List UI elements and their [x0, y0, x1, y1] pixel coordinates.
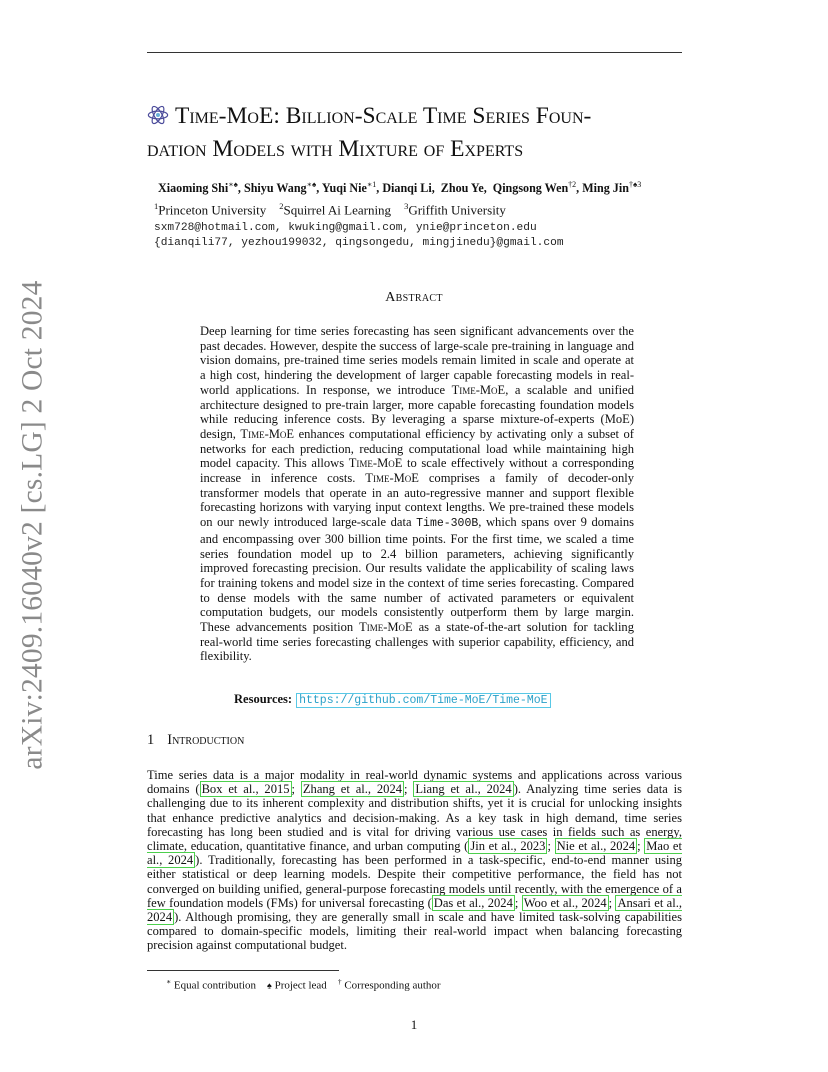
title-line-2: dation Models with Mixture of Experts — [147, 136, 524, 162]
footnotes: ∗ Equal contribution ♠ Project lead † Corresponding author — [166, 977, 441, 992]
arxiv-identifier-text: arXiv:2409.16040v2 [cs.LG] 2 Oct 2024 — [16, 280, 49, 770]
model-name: Time-MoE — [359, 620, 413, 635]
spade-icon: ♠ — [267, 980, 272, 991]
citation-link[interactable]: Mao et al., 2024 — [147, 839, 682, 868]
page-number: 1 — [410, 1017, 418, 1032]
section-title: Introduction — [167, 732, 245, 748]
dataset-name: Time-300B — [416, 517, 479, 531]
atom-icon — [147, 104, 169, 134]
citation-link[interactable]: Das et al., 2024 — [433, 895, 513, 910]
introduction-paragraph: Time series data is a major modality in real-world dynamic systems and applications across various domains ( Box et al., 2015 ; Zhang et al., 2024 ; Liang et al., 2024 ). Analyzing time series data is challenging due to its inherent complexity and distribution shifts, yet it is crucial for unlocking insights that enhance predictive analytics and decision-making. As a key task in high demand, time series forecasting has long been studied and is vital for driving various use cases in fields such as energy, climate, education, quantitative finance, and urban computing ( Jin et al., 2023 ; Nie et al., 2024 ; Mao et al., 2024 ). Traditionally, forecasting has been performed in a task-specific, end-to-end manner using either statistical or deep learning models. Despite their competitive performance, the field has not converged on building unified, general-purpose forecasting models until recently, with the emergence of a few foundation models (FMs) for universal forecasting ( Das et al., 2024 ; Woo et al., 2024 ; Ansari et al., 2024 ). Although promising, they are generally small in scale and have limited task-solving capabilities compared to domain-specific models, limiting their real-world impact when balancing forecasting precision against computational budget. — [147, 768, 683, 953]
resources-line — [234, 692, 551, 707]
citation-link[interactable]: Liang et al., 2024 — [415, 782, 512, 797]
citation-link[interactable]: Jin et al., 2023 — [470, 839, 546, 854]
github-link[interactable]: https://github.com/Time-MoE/Time-MoE — [296, 693, 550, 708]
citation-link[interactable]: Ansari et al., 2024 — [147, 895, 683, 925]
author: Xiaoming Shi — [158, 181, 229, 196]
model-name: Time-MoE — [365, 471, 419, 486]
citation-link[interactable]: Zhang et al., 2024 — [302, 782, 402, 797]
footnote-text: Corresponding author — [344, 979, 441, 992]
model-name: Time-MoE — [240, 426, 295, 441]
section-heading — [147, 732, 244, 749]
affiliations: $^1$Princeton University $^2$Squirrel Ai Learning $^3$Griffith University — [154, 201, 506, 218]
resources-label: Resources: — [234, 692, 293, 706]
model-name: Time-MoE — [348, 456, 403, 471]
abstract-body: Deep learning for time series forecasting has seen significant advancements over the past decades. However, despite the success of large-scale pre-training in language and vision domains, pre-trained time series models remain limited in scale and operate at a high cost, hindering the development of larger capable forecasting models in real-world applications. In response, we introduce Time-MoE, a scalable and unified architecture designed to pre-train larger, more capable forecasting foundation models while reducing inference costs. By leveraging a sparse mixture-of-experts (MoE) design, Time-MoE enhances computational efficiency by activating only a subset of networks for each prediction, reducing computational load while maintaining high model capacity. This allows Time-MoE to scale effectively without a corresponding increase in inference costs. Time-MoE comprises a family of decoder-only transformer models that operate in an auto-regressive manner and support flexible forecasting horizons with varying input context lengths. We pre-trained these models on our newly introduced large-scale data Time-300B, which spans over 9 domains and encompassing over 300 billion time points. For the first time, we scaled a time series foundation model up to 2.4 billion parameters, achieving significantly improved forecasting precision. Our results validate the applicability of scaling laws for training tokens and model size in the context of time series forecasting. Compared to dense models with the same number of activated parameters or equivalent computation budgets, our models consistently outperform them by large margin. These advancements position Time-MoE as a state-of-the-art solution for tackling real-world time series forecasting challenges with superior capability, efficiency, and flexibility. — [200, 324, 635, 664]
paper-title — [147, 101, 692, 164]
footnote-text: Equal contribution — [173, 979, 257, 992]
arxiv-identifier — [13, 280, 53, 770]
author: Zhou Ye — [440, 181, 484, 196]
affiliation: Princeton University — [158, 202, 267, 218]
abstract-heading: Abstract — [385, 290, 443, 305]
email-line-1: sxm728@hotmail.com, kwuking@gmail.com, ynie@princeton.edu — [154, 222, 537, 234]
affiliation: Squirrel Ai Learning — [283, 202, 392, 218]
section-number: 1 — [147, 732, 155, 748]
footnote-text: Project lead — [274, 979, 327, 992]
author: Shiyu Wang — [243, 181, 307, 196]
author: Dianqi Li — [382, 181, 432, 196]
email-line-2: {dianqili77, yezhou199032, qingsongedu, mingjinedu}@gmail.com — [154, 237, 564, 249]
top-rule — [147, 52, 682, 53]
citation-link[interactable]: Box et al., 2015 — [201, 782, 290, 797]
author: Qingsong Wen — [492, 181, 569, 196]
author-list: Xiaoming Shi∗♠, Shiyu Wang∗♠, Yuqi Nie$^{∗1}$, Dianqi Li, Zhou Ye, Qingsong Wen$^{\dagger 2}$, Ming Jin$^{\dagger♠3}$ — [158, 180, 642, 196]
model-name: Time-MoE — [451, 382, 506, 397]
title-line-1: Time-MoE: Billion-Scale Time Series Foun- — [175, 103, 592, 129]
citation-link[interactable]: Woo et al., 2024 — [523, 895, 607, 910]
author: Yuqi Nie — [321, 181, 367, 196]
author: Ming Jin — [582, 181, 629, 196]
affiliation: Griffith University — [408, 202, 506, 218]
footnote-rule — [147, 970, 339, 971]
citation-link[interactable]: Nie et al., 2024 — [556, 839, 636, 854]
